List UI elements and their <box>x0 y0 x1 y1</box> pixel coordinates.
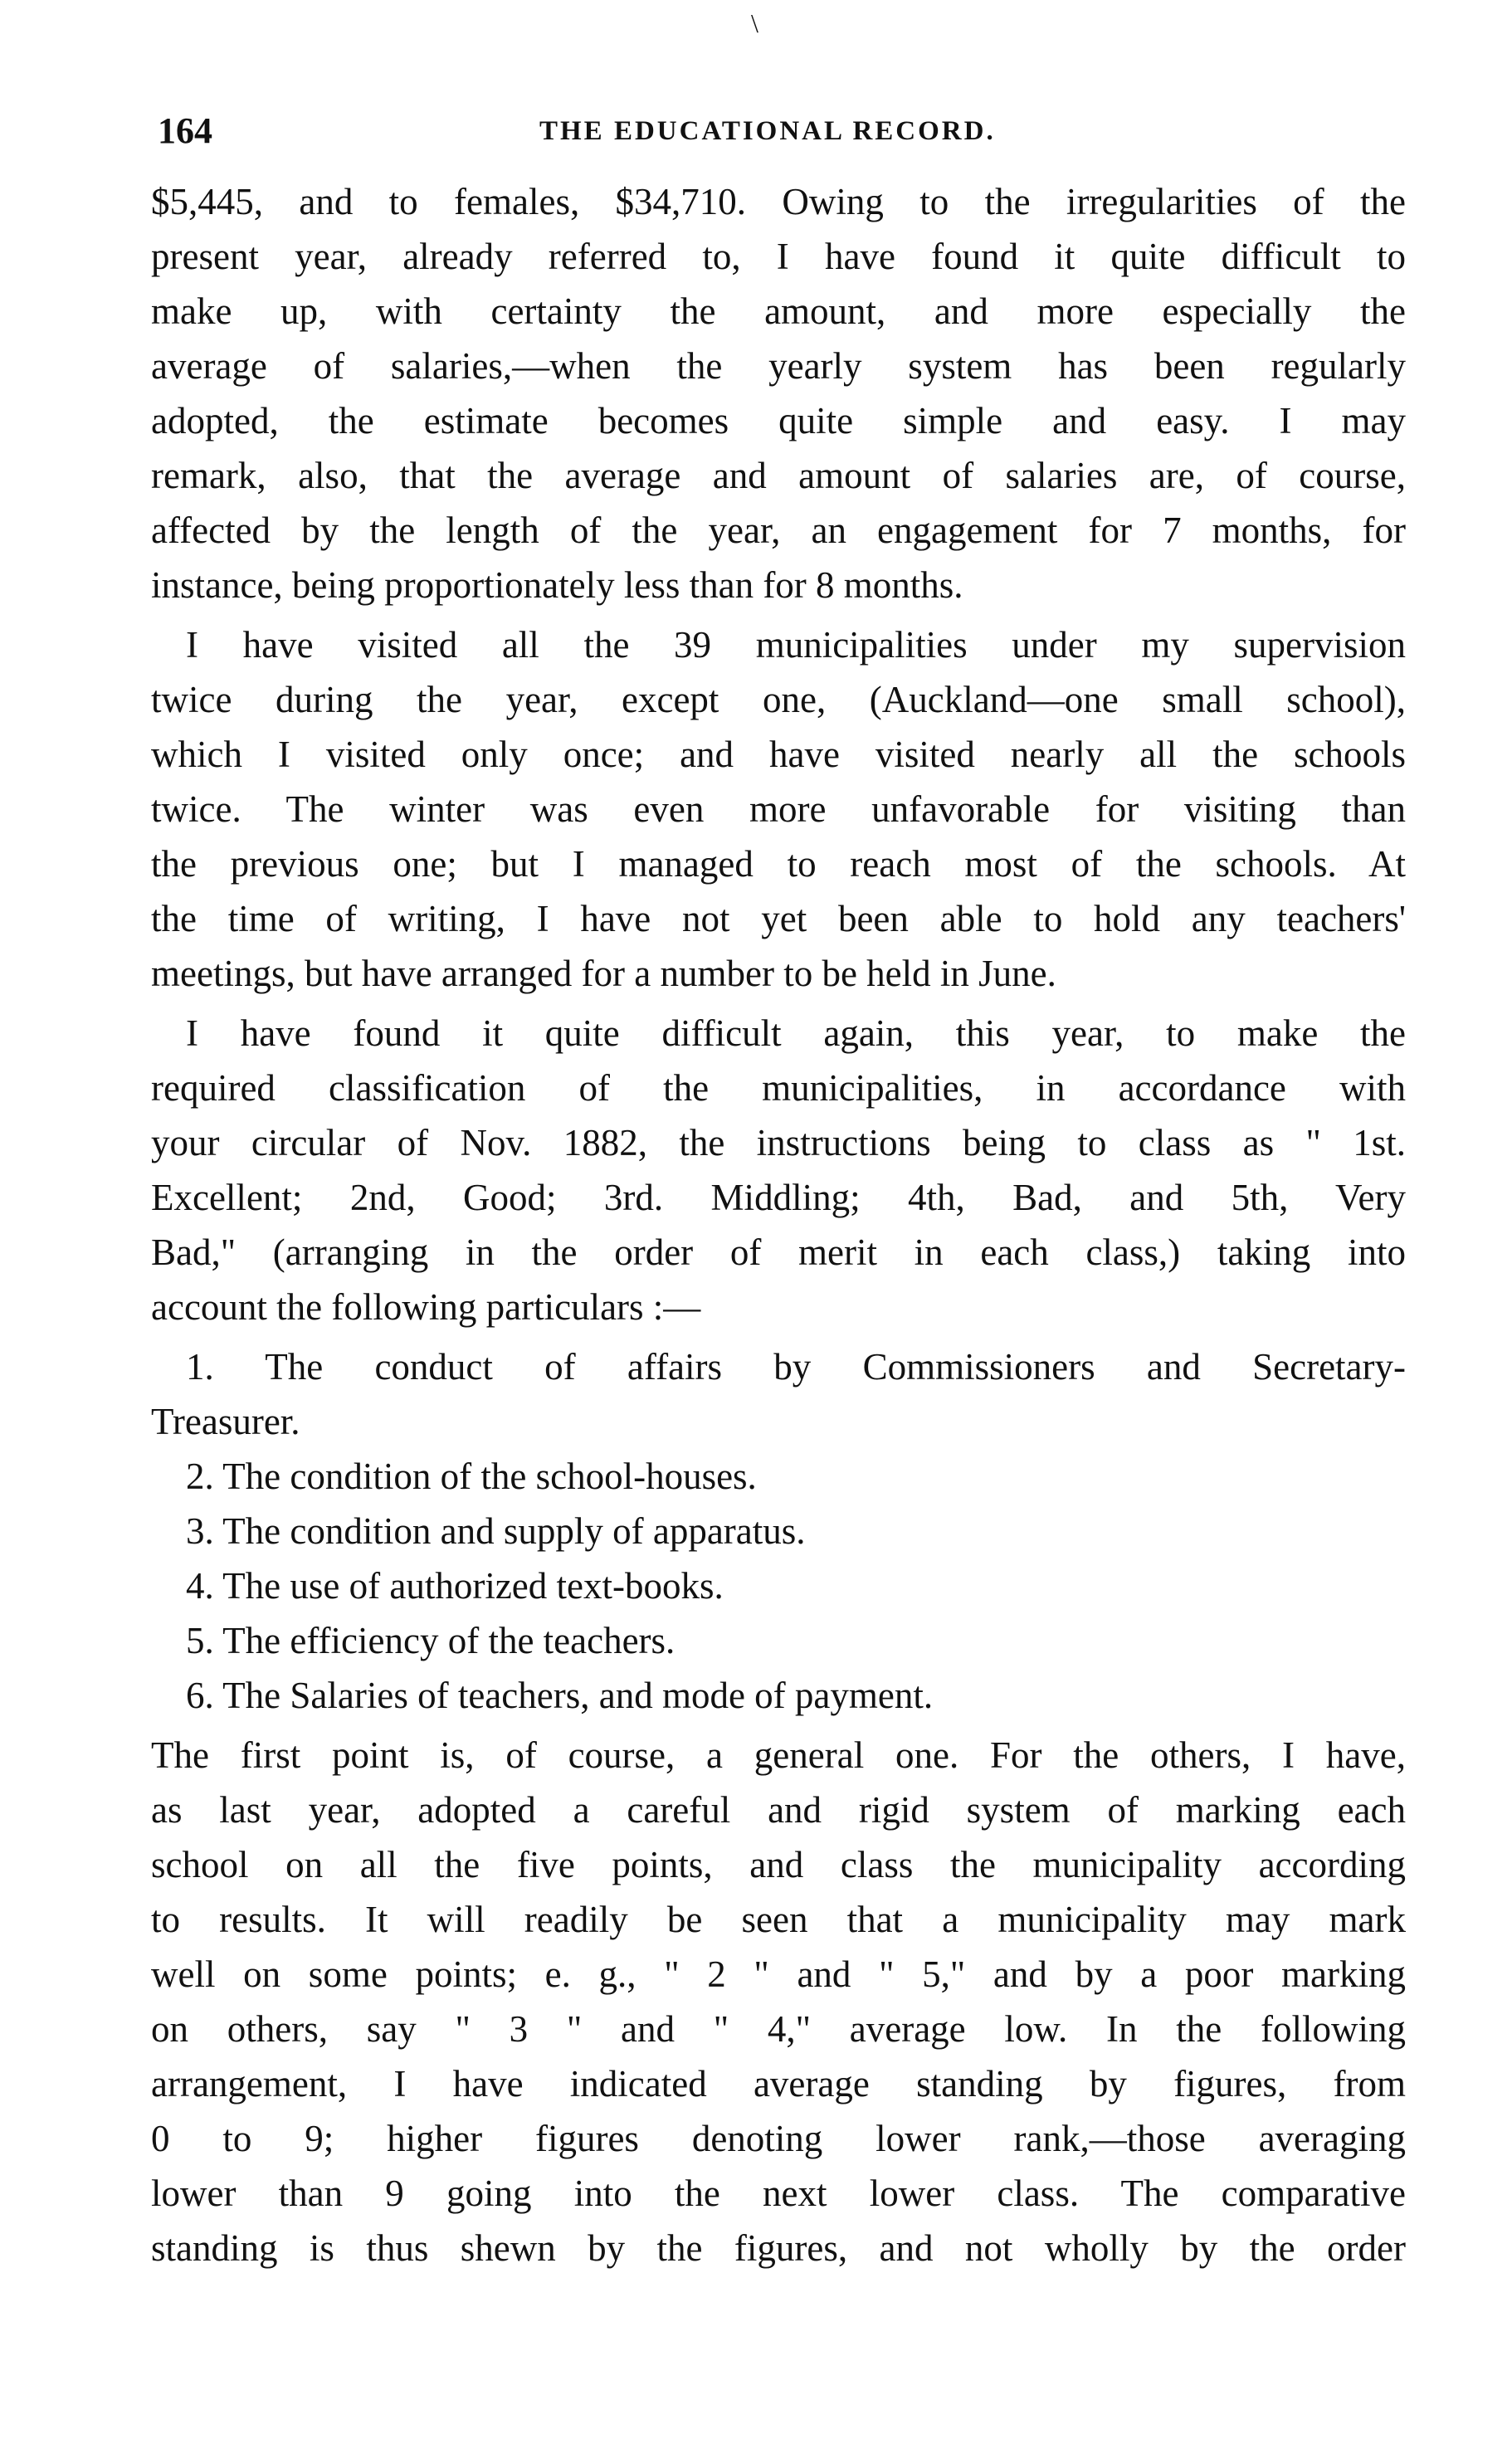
text-line: I have found it quite difficult again, this year, to make the <box>186 1012 1406 1054</box>
text-line: twice. The winter was even more unfavorable for visiting than <box>151 788 1406 830</box>
list-item: 2. The condition of the school-houses. <box>186 1456 757 1497</box>
text-line: $5,445, and to females, $34,710. Owing to the irregularities of the <box>151 181 1406 222</box>
list-item-continuation: Treasurer. <box>151 1401 300 1442</box>
text-line: twice during the year, except one, (Auckland—one small school), <box>151 679 1406 720</box>
running-title: THE EDUCATIONAL RECORD. <box>539 116 996 146</box>
text-line: present year, already referred to, I have found it quite difficult to <box>151 236 1406 277</box>
list-item: 1. The conduct of affairs by Commissioners and Secretary- <box>186 1346 1406 1388</box>
text-line: The first point is, of course, a general one. For the others, I have, <box>151 1734 1406 1776</box>
text-line: lower than 9 going into the next lower class. The comparative <box>151 2173 1406 2214</box>
text-line: required classification of the municipalities, in accordance with <box>151 1067 1406 1109</box>
text-line: on others, say " 3 " and " 4," average low. In the following <box>151 2008 1406 2050</box>
text-line: your circular of Nov. 1882, the instructions being to class as " 1st. <box>151 1122 1406 1163</box>
text-line: Excellent; 2nd, Good; 3rd. Middling; 4th, Bad, and 5th, Very <box>151 1177 1406 1218</box>
text-line: make up, with certainty the amount, and more especially the <box>151 290 1406 332</box>
text-line: as last year, adopted a careful and rigid system of marking each <box>151 1789 1406 1831</box>
text-line: meetings, but have arranged for a number to be held in June. <box>151 953 1056 994</box>
text-line: average of salaries,—when the yearly system has been regularly <box>151 345 1406 387</box>
text-line: account the following particulars :— <box>151 1286 701 1328</box>
text-line: standing is thus shewn by the figures, and not wholly by the order <box>151 2227 1406 2269</box>
text-line: the previous one; but I managed to reach most of the schools. At <box>151 843 1406 885</box>
text-line: 0 to 9; higher figures denoting lower rank,—those averaging <box>151 2118 1406 2159</box>
list-item: 6. The Salaries of teachers, and mode of payment. <box>186 1675 934 1716</box>
text-line: Bad," (arranging in the order of merit in each class,) taking into <box>151 1232 1406 1273</box>
text-line: adopted, the estimate becomes quite simple and easy. I may <box>151 400 1406 441</box>
page-number: 164 <box>158 110 212 151</box>
text-line: affected by the length of the year, an engagement for 7 months, for <box>151 510 1406 551</box>
text-line: remark, also, that the average and amount of salaries are, of course, <box>151 455 1406 496</box>
body-text <box>151 174 1406 2275</box>
text-line: instance, being proportionately less than for 8 months. <box>151 564 963 606</box>
text-line: which I visited only once; and have visited nearly all the schools <box>151 734 1406 775</box>
page-header <box>158 106 1411 156</box>
text-line: to results. It will readily be seen that a municipality may mark <box>151 1899 1406 1940</box>
page-mark: \ <box>751 8 758 38</box>
list-item: 3. The condition and supply of apparatus. <box>186 1510 806 1552</box>
text-line: the time of writing, I have not yet been able to hold any teachers' <box>151 898 1406 939</box>
list-item: 5. The efficiency of the teachers. <box>186 1620 676 1661</box>
text-line: I have visited all the 39 municipalities under my supervision <box>186 624 1406 666</box>
text-line: well on some points; e. g., " 2 " and " 5," and by a poor marking <box>151 1953 1406 1995</box>
text-line: arrangement, I have indicated average standing by figures, from <box>151 2063 1406 2105</box>
text-line: school on all the five points, and class the municipality according <box>151 1844 1406 1885</box>
list-item: 4. The use of authorized text-books. <box>186 1565 724 1607</box>
